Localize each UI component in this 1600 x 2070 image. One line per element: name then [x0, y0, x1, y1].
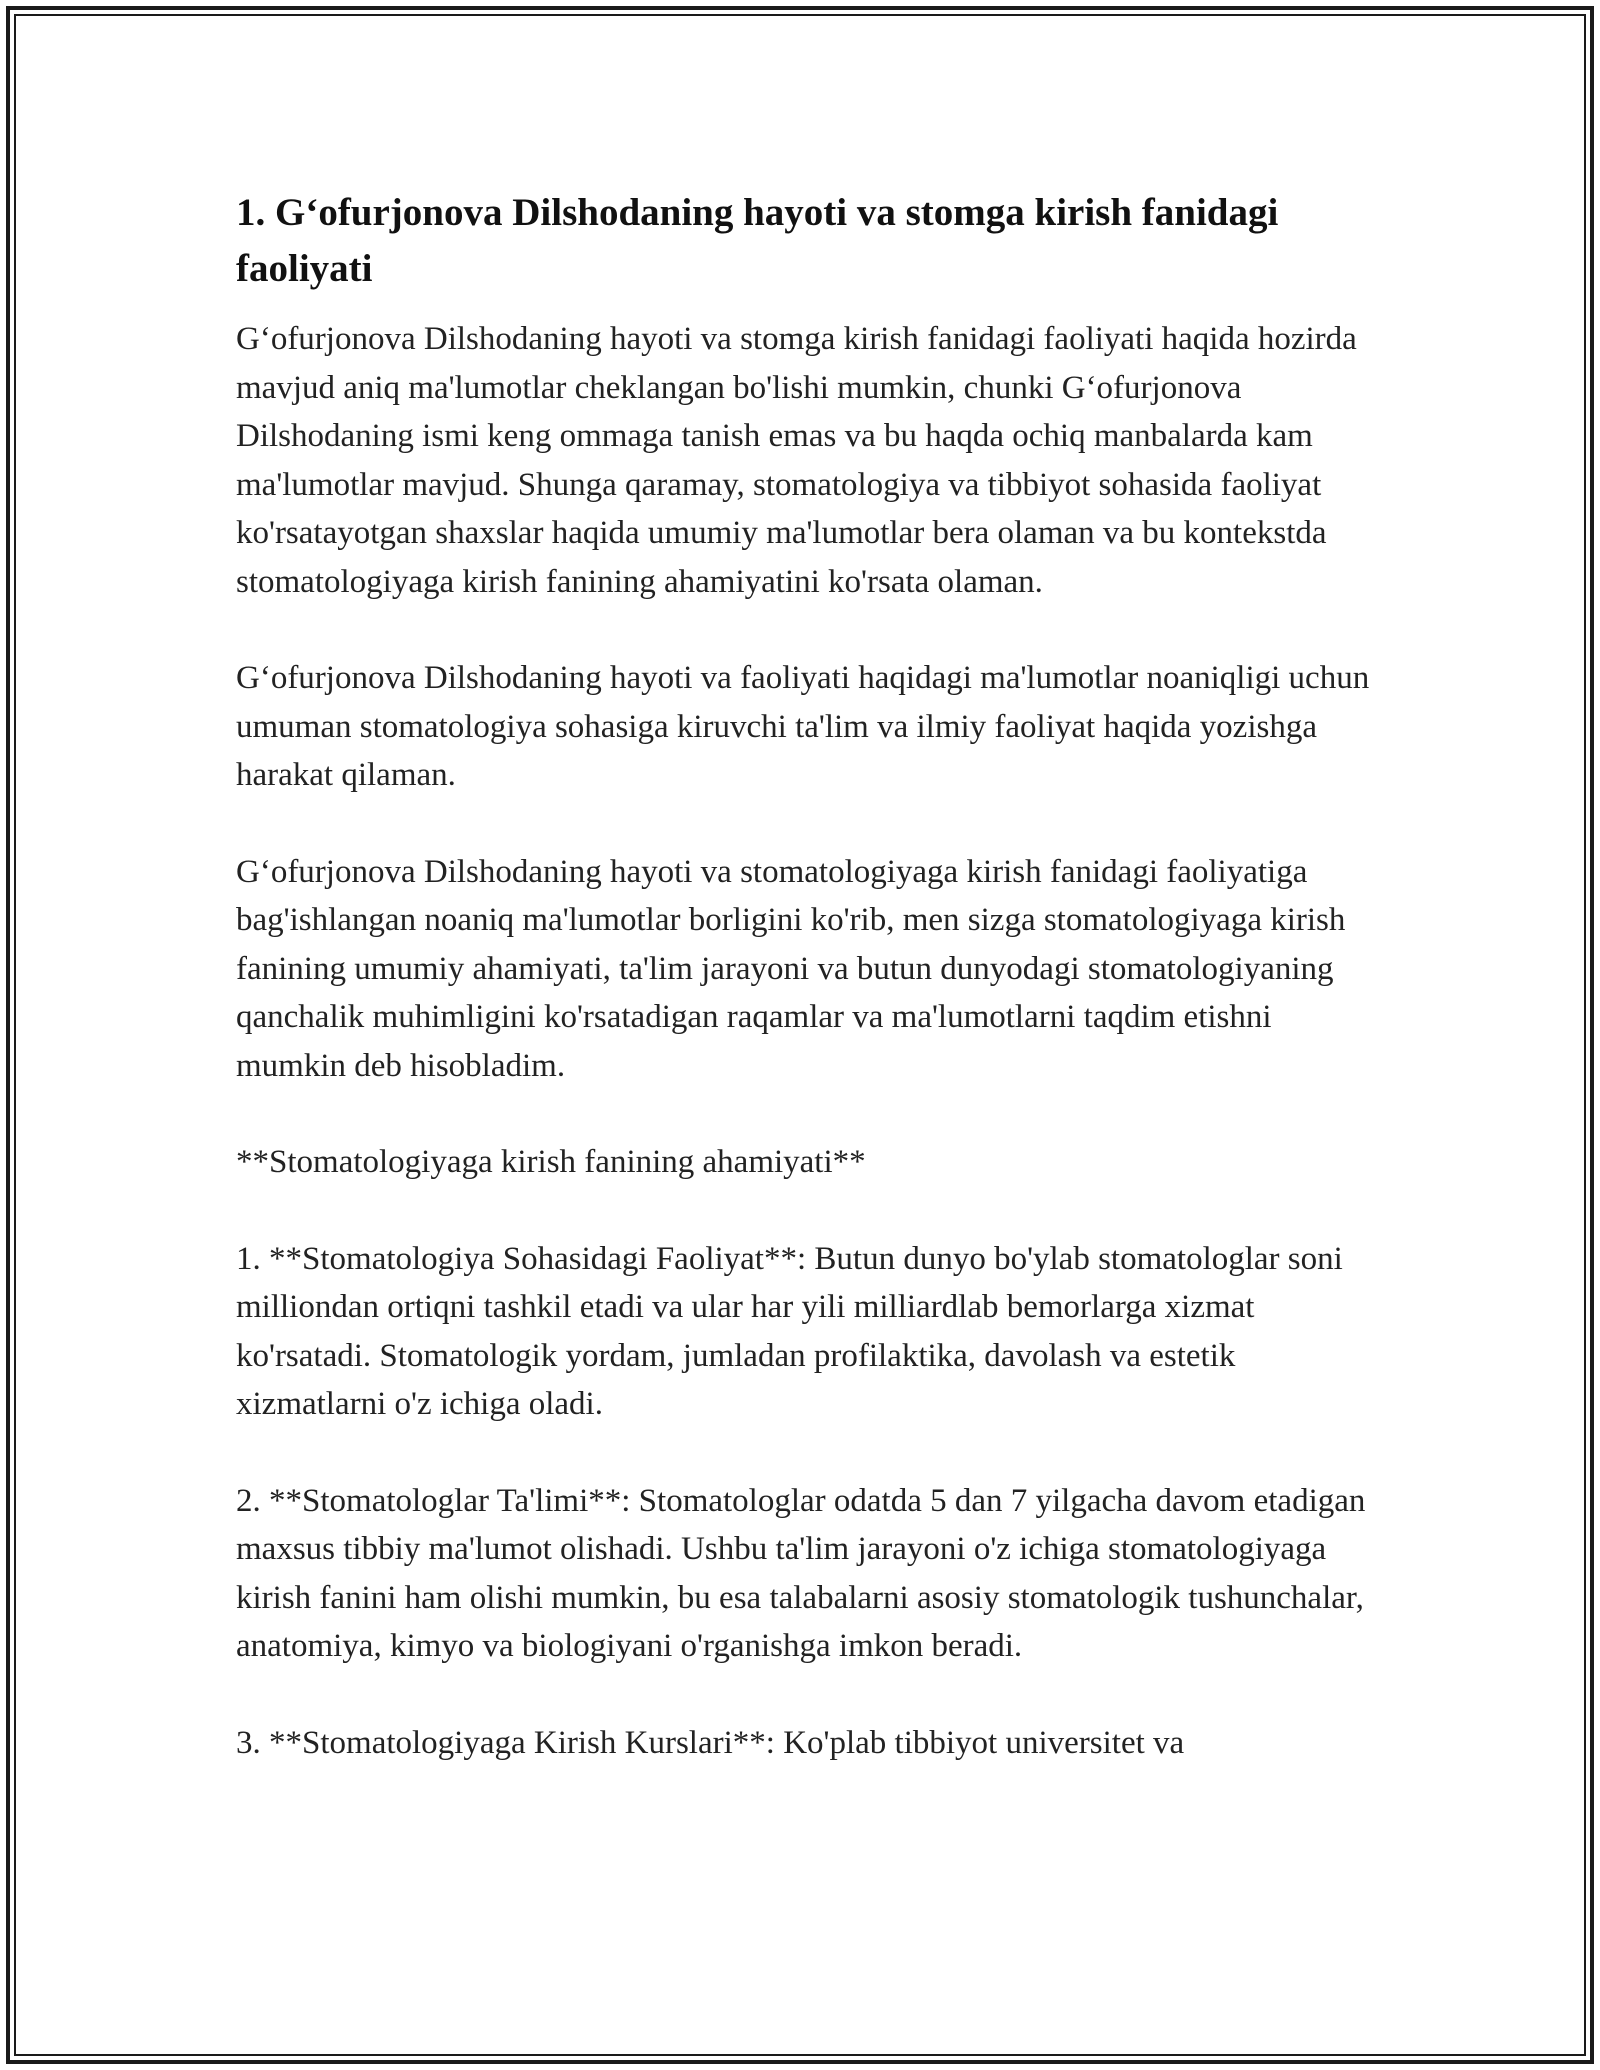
document-body [236, 185, 1376, 1815]
paragraph-uncertainty: G‘ofurjonova Dilshodaning hayoti va faoliyati haqidagi ma'lumotlar noaniqligi uchun umuman stomatologiya sohasiga kiruvchi ta'lim va ilmiy faoliyat haqida yozishga harakat qilaman. [236, 660, 1370, 793]
list-item-2: 2. **Stomatologlar Ta'limi**: Stomatologlar odatda 5 dan 7 yilgacha davom etadigan maxsus tibbiy ma'lumot olishadi. Ushbu ta'lim jarayoni o'z ichiga stomatologiyaga kirish fanini ham olishi mumkin, bu esa talabalarni asosiy stomatologik tushunchalar, anatomiya, kimyo va biologiyani o'rganishga imkon beradi. [236, 1482, 1366, 1664]
paragraph-intro: G‘ofurjonova Dilshodaning hayoti va stomga kirish fanidagi faoliyati haqida hozirda mavjud aniq ma'lumotlar cheklangan bo'lishi mumkin, chunki G‘ofurjonova Dilshodaning ismi keng ommaga tanish emas va bu haqda ochiq manbalarda kam ma'lumotlar mavjud. Shunga qaramay, stomatologiya va tibbiyot sohasida faoliyat ko'rsatayotgan shaxslar haqida umumiy ma'lumotlar bera olaman va bu kontekstda stomatologiyaga kirish fanining ahamiyatini ko'rsata olaman. [236, 321, 1357, 600]
document-title: 1. G‘ofurjonova Dilshodaning hayoti va stomga kirish fanidagi faoliyati [236, 191, 1279, 290]
list-item-1: 1. **Stomatologiya Sohasidagi Faoliyat**: Butun dunyo bo'ylab stomatologlar soni milliondan ortiqni tashkil etadi va ular har yili milliardlab bemorlarga xizmat ko'rsatadi. Stomatologik yordam, jumladan profilaktika, davolash va estetik xizmatlarni o'z ichiga oladi. [236, 1240, 1343, 1422]
section-heading-importance: **Stomatologiyaga kirish fanining ahamiyati** [236, 1144, 866, 1180]
paragraph-overview: G‘ofurjonova Dilshodaning hayoti va stomatologiyaga kirish fanidagi faoliyatiga bag'ishlangan noaniq ma'lumotlar borligini ko'rib, men sizga stomatologiyaga kirish fanining umumiy ahamiyati, ta'lim jarayoni va butun dunyodagi stomatologiyaning qanchalik muhimligini ko'rsatadigan raqamlar va ma'lumotlarni taqdim etishni mumkin deb hisobladim. [236, 853, 1346, 1084]
list-item-3: 3. **Stomatologiyaga Kirish Kurslari**: Ko'plab tibbiyot universitet va [236, 1724, 1185, 1761]
